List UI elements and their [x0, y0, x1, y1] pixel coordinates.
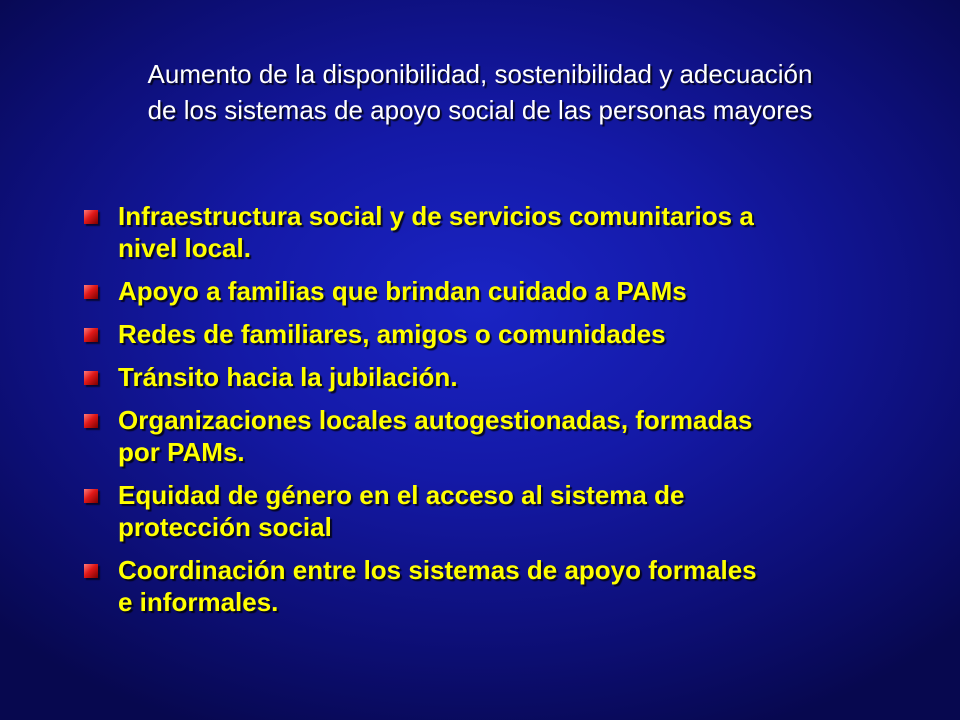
- bullet-item-infraestructura: [82, 200, 922, 264]
- red-square-bullet-icon: [84, 328, 98, 342]
- red-square-bullet-icon: [84, 371, 98, 385]
- bullet-text-line: Infraestructura social y de servicios comunitarios a: [118, 201, 754, 231]
- red-square-bullet-icon: [84, 285, 98, 299]
- bullet-text-line: nivel local.: [118, 233, 251, 263]
- red-square-bullet-icon: [84, 414, 98, 428]
- bullet-text-line: Tránsito hacia la jubilación.: [118, 362, 458, 392]
- red-square-bullet-icon: [84, 489, 98, 503]
- bullet-text-line: por PAMs.: [118, 437, 245, 467]
- red-square-bullet-icon: [84, 564, 98, 578]
- bullet-text-line: Redes de familiares, amigos o comunidades: [118, 319, 666, 349]
- red-square-bullet-icon: [84, 210, 98, 224]
- slide-title: [40, 56, 920, 128]
- bullet-text-line: Coordinación entre los sistemas de apoyo formales: [118, 555, 757, 585]
- bullet-list: [82, 200, 922, 629]
- bullet-text-line: Apoyo a familias que brindan cuidado a PAMs: [118, 276, 687, 306]
- bullet-text-line: protección social: [118, 512, 332, 542]
- bullet-item-apoyo-familias: [82, 275, 922, 307]
- slide-title-line-1: Aumento de la disponibilidad, sostenibilidad y adecuación: [147, 59, 813, 89]
- bullet-text-line: e informales.: [118, 587, 279, 617]
- bullet-item-transito: [82, 361, 922, 393]
- bullet-text-line: Organizaciones locales autogestionadas, formadas: [118, 405, 753, 435]
- bullet-item-equidad: [82, 479, 922, 543]
- bullet-item-redes: [82, 318, 922, 350]
- slide-title-line-2: de los sistemas de apoyo social de las personas mayores: [147, 95, 813, 125]
- bullet-text-line: Equidad de género en el acceso al sistema de: [118, 480, 685, 510]
- bullet-item-organizaciones: [82, 404, 922, 468]
- bullet-item-coordinacion: [82, 554, 922, 618]
